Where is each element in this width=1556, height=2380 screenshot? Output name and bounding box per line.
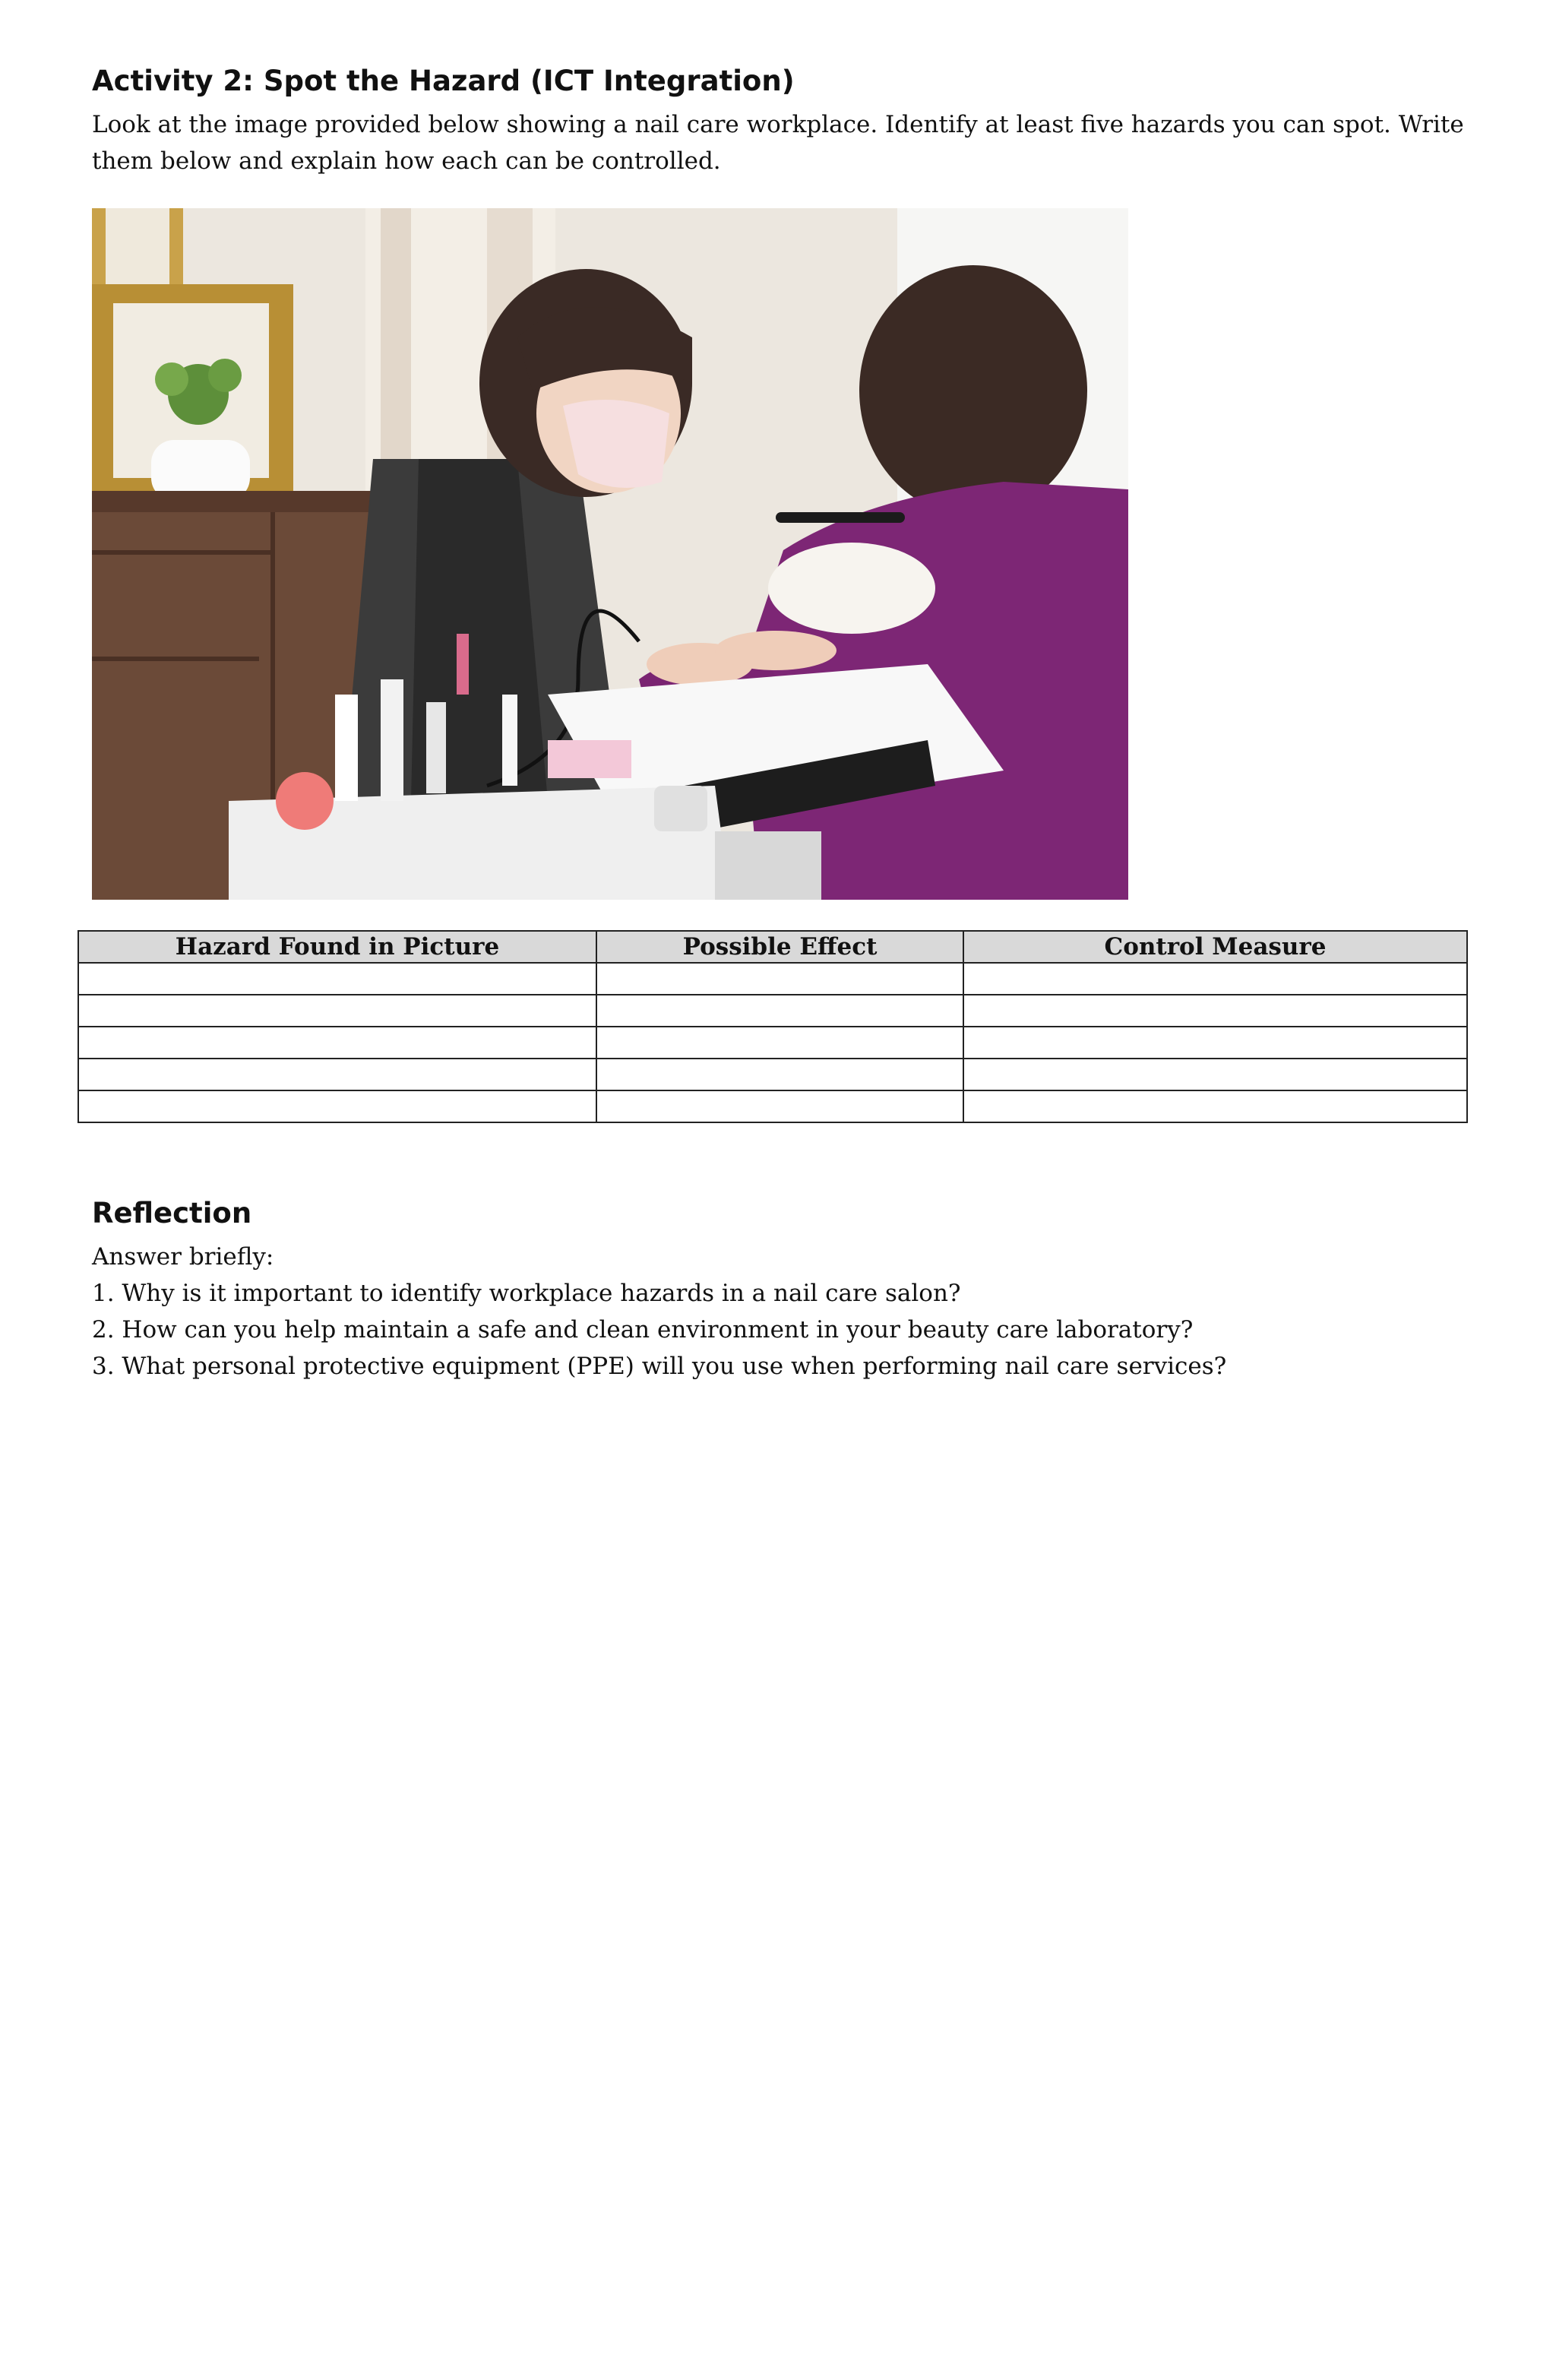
activity-instructions: Look at the image provided below showing a nail care workplace. Identify at least five hazards you can spot. Write them below and explain how each can be controlled.	[92, 111, 1464, 175]
header-possible-effect: Possible Effect	[596, 931, 963, 963]
table-row	[78, 1090, 1467, 1122]
control-cell[interactable]	[963, 1027, 1467, 1059]
effect-cell[interactable]	[596, 963, 963, 995]
hazard-cell[interactable]	[78, 1027, 596, 1059]
control-cell[interactable]	[963, 963, 1467, 995]
hazard-table	[77, 930, 1468, 1123]
reflection-prompt: Answer briefly:	[92, 1243, 274, 1271]
hazard-table-header-row	[78, 931, 1467, 963]
table-row	[78, 963, 1467, 995]
control-cell[interactable]	[963, 1059, 1467, 1090]
activity-title: Activity 2: Spot the Hazard (ICT Integration)	[92, 65, 795, 97]
reflection-section	[92, 1239, 1475, 1385]
control-cell[interactable]	[963, 995, 1467, 1027]
reflection-question-1: 1. Why is it important to identify workplace hazards in a nail care salon?	[92, 1280, 961, 1307]
salon-photo-illustration	[92, 208, 1128, 900]
reflection-title: Reflection	[92, 1197, 252, 1230]
table-row	[78, 995, 1467, 1027]
effect-cell[interactable]	[596, 1059, 963, 1090]
hazard-cell[interactable]	[78, 995, 596, 1027]
header-hazard-found: Hazard Found in Picture	[78, 931, 596, 963]
reflection-question-2: 2. How can you help maintain a safe and clean environment in your beauty care laboratory?	[92, 1316, 1194, 1343]
table-row	[78, 1059, 1467, 1090]
hazard-cell[interactable]	[78, 1059, 596, 1090]
effect-cell[interactable]	[596, 995, 963, 1027]
nail-care-salon-photo	[92, 208, 1128, 900]
control-cell[interactable]	[963, 1090, 1467, 1122]
hazard-cell[interactable]	[78, 963, 596, 995]
table-row	[78, 1027, 1467, 1059]
header-control-measure: Control Measure	[963, 931, 1467, 963]
effect-cell[interactable]	[596, 1090, 963, 1122]
reflection-question-3: 3. What personal protective equipment (PPE) will you use when performing nail care services?	[92, 1353, 1227, 1380]
hazard-cell[interactable]	[78, 1090, 596, 1122]
effect-cell[interactable]	[596, 1027, 963, 1059]
